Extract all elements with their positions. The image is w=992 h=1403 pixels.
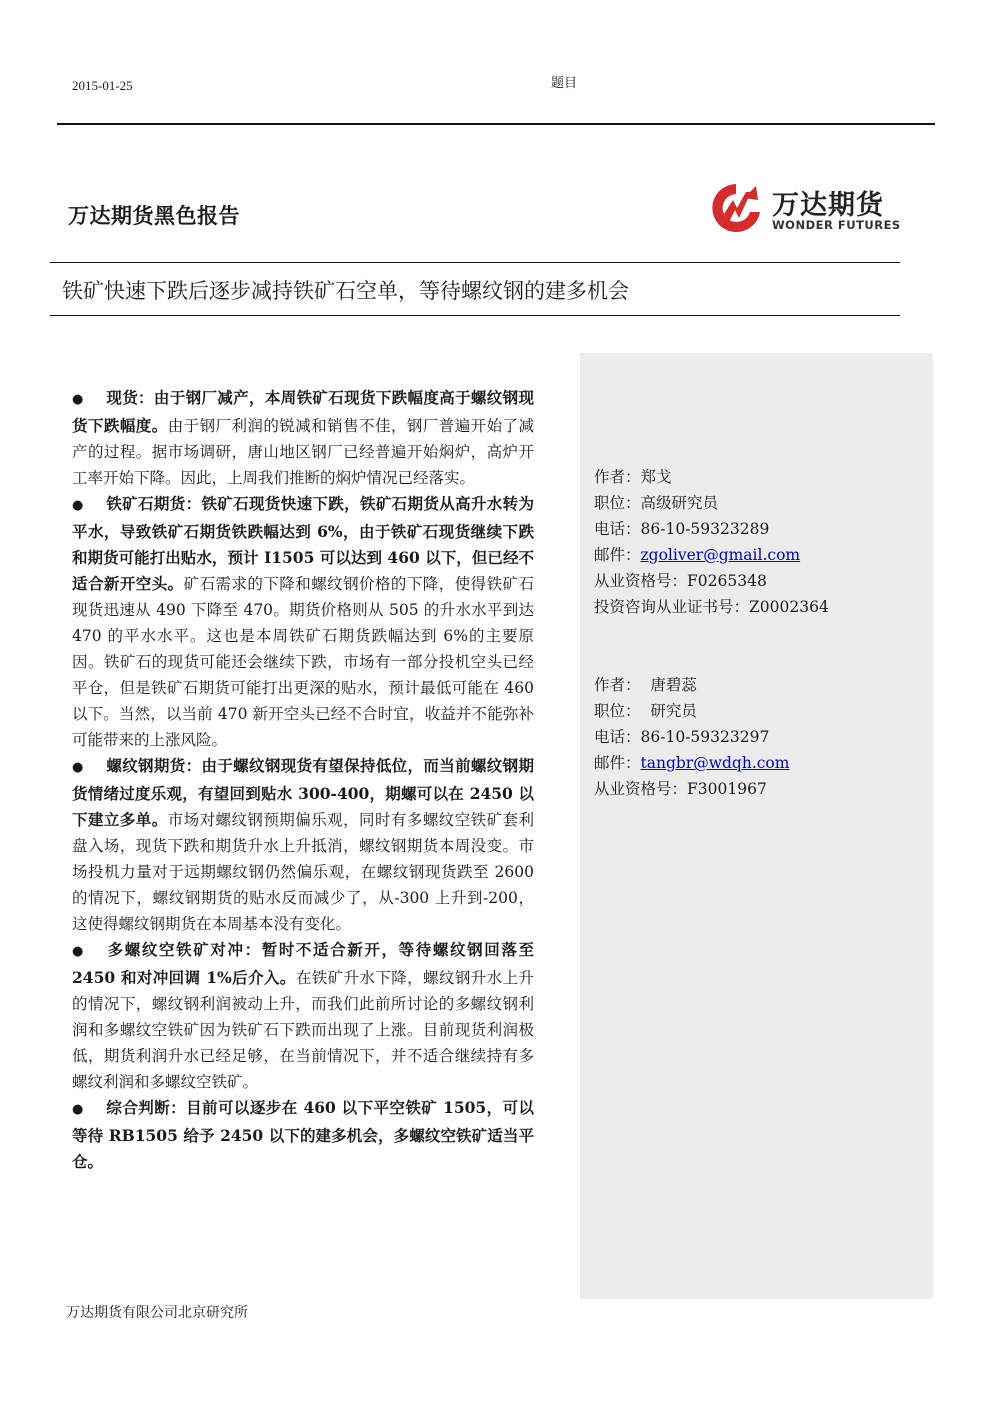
bullet-icon: ● — [72, 944, 84, 959]
bullet-icon: ● — [72, 1102, 84, 1117]
logo-name-en: WONDER FUTURES — [772, 218, 901, 232]
paragraph-spot: ● 现货：由于钢厂减产，本周铁矿石现货下跌幅度高于螺纹钢现货下跌幅度。由于钢厂利润的锐减和销售不佳，钢厂普遍开始了减产的过程。据市场调研，唐山地区钢厂已经普遍开始焖炉，高炉开工率开始下降。因此，上周我们推断的焖炉情况已经落实。 — [72, 388, 534, 487]
paragraph-iron-ore-futures: ● 铁矿石期货：铁矿石现货快速下跌，铁矿石期货从高升水转为平水，导致铁矿石期货铁跌幅达到 6%，由于铁矿石现货继续下跌和期货可能打出贴水，预计 I1505 可以达到 460 以下，但已经不适合新开空头。矿石需求的下降和螺纹钢价格的下降，使得铁矿石现货迅速从 490 下降至 470。期货价格则从 505 的升水水平到达 470 的平水水平。这也是本周铁矿石期货跌幅达到 6%的主要原因。铁矿石的现货可能还会继续下跌，市场有一部分投机空头已经平仓，但是铁矿石期货可能打出更深的贴水，预计最低可能在 460 以下。当然，以当前 470 新开空头已经不合时宜，收益并不能弥补可能带来的上涨风险。 — [72, 494, 534, 749]
analyst-2-email: 邮件：tangbr@wdqh.com — [594, 754, 790, 772]
analyst-1-license: 从业资格号：F0265348 — [594, 572, 767, 590]
header-rule — [57, 123, 935, 125]
analyst-2-title: 职位： 研究员 — [594, 702, 697, 720]
report-body — [72, 385, 534, 1175]
footer-company: 万达期货有限公司北京研究所 — [66, 1305, 248, 1321]
report-date: 2015-01-25 — [72, 78, 133, 93]
headline: 铁矿快速下跌后逐步减持铁矿石空单，等待螺纹钢的建多机会 — [62, 279, 629, 303]
analyst-2-license: 从业资格号：F3001967 — [594, 780, 767, 798]
analyst-1-email: 邮件：zgoliver@gmail.com — [594, 546, 801, 564]
bullet-icon: ● — [72, 760, 84, 775]
logo-name-cn: 万达期货 — [772, 190, 884, 221]
paragraph-conclusion: ● 综合判断：目前可以逐步在 460 以下平空铁矿 1505，可以等待 RB1505 给予 2450 以下的建多机会，多螺纹空铁矿适当平仓。 — [72, 1098, 534, 1171]
analyst-card-1 — [594, 464, 829, 620]
analyst-2-email-link[interactable]: tangbr@wdqh.com — [640, 754, 790, 772]
bullet-icon: ● — [72, 498, 84, 513]
paragraph-hedge: ● 多螺纹空铁矿对冲：暂时不适合新开，等待螺纹钢回落至 2450 和对冲回调 1%后介入。在铁矿升水下降，螺纹钢升水上升的情况下，螺纹钢利润被动上升，而我们此前所讨论的多螺纹钢利润和多螺纹空铁矿因为铁矿石下跌而出现了上涨。目前现货利润极低，期货利润升水已经足够，在当前情况下，并不适合继续持有多螺纹利润和多螺纹空铁矿。 — [72, 940, 534, 1091]
headline-rule-top — [50, 262, 900, 263]
analyst-1-name: 作者：郑戈 — [594, 468, 672, 486]
paragraph-rebar-futures: ● 螺纹钢期货：由于螺纹钢现货有望保持低位，而当前螺纹钢期货情绪过度乐观，有望回到贴水 300-400，期螺可以在 2450 以下建立多单。市场对螺纹钢预期偏乐观，同时有多螺纹空铁矿套利盘入场，现货下跌和期货升水上升抵消，螺纹钢期货本周没变。市场投机力量对于远期螺纹钢仍然偏乐观，在螺纹钢现货跌至 2600 的情况下，螺纹钢期货的贴水反而减少了，从-300 上升到-200，这使得螺纹钢期货在本周基本没有变化。 — [72, 756, 534, 933]
bullet-icon: ● — [72, 392, 84, 407]
analyst-1-title: 职位：高级研究员 — [594, 494, 719, 512]
analyst-1-phone: 电话：86-10-59323289 — [594, 520, 770, 538]
analyst-2-name: 作者： 唐碧蕊 — [594, 676, 697, 694]
analyst-2-phone: 电话：86-10-59323297 — [594, 728, 770, 746]
header-topic: 题目 — [551, 76, 578, 91]
analyst-1-advisory-cert: 投资咨询从业证书号：Z0002364 — [594, 598, 829, 616]
analyst-card-2 — [594, 672, 789, 802]
report-title: 万达期货黑色报告 — [68, 204, 240, 228]
headline-rule-bottom — [50, 315, 900, 316]
analyst-1-email-link[interactable]: zgoliver@gmail.com — [640, 546, 801, 564]
